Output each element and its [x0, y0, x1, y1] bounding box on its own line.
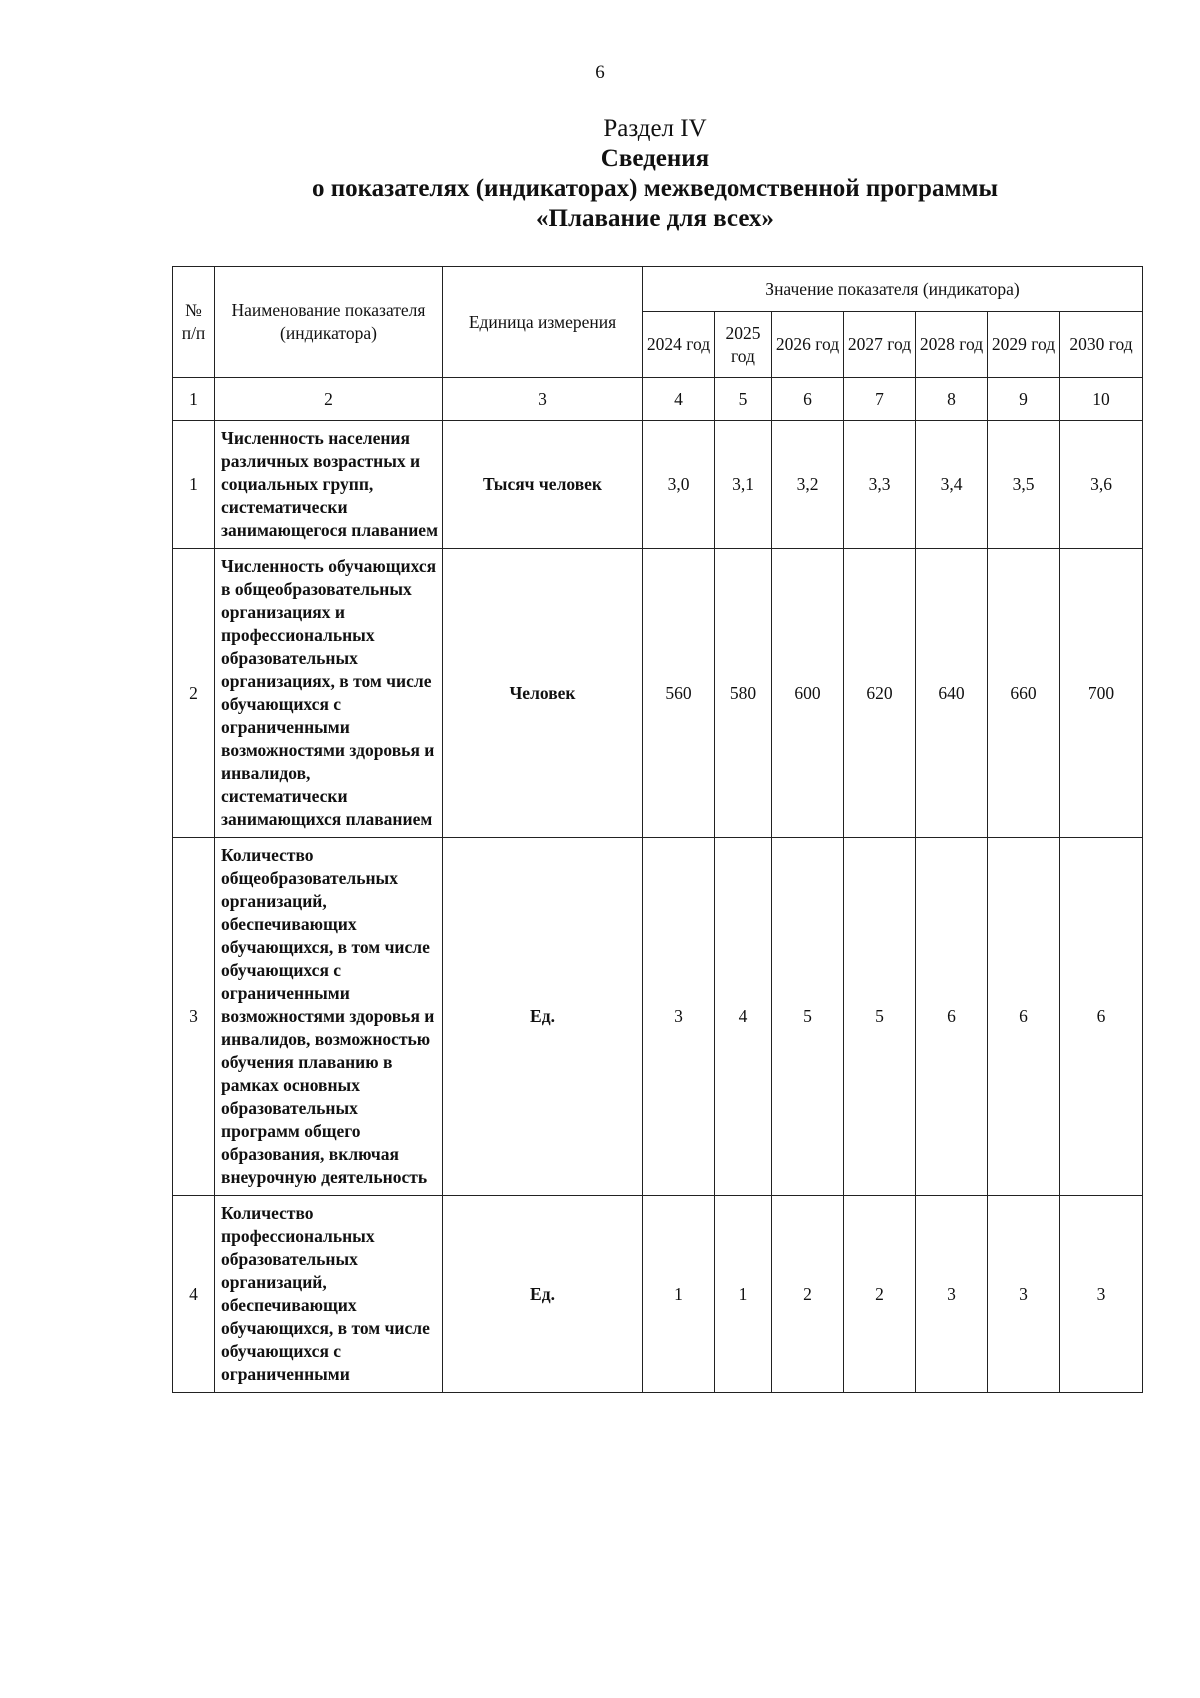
indicator-value: 6	[916, 838, 988, 1196]
indicator-value: 600	[772, 549, 844, 838]
indicator-value: 3,5	[988, 421, 1060, 549]
indicator-name: Количество общеобразовательных организаций, обеспечивающих обучающихся, в том числе обучающихся с ограниченными возможностями здоровья и инвалидов, возможностью обучения плаванию в рамках основных образовательных программ общего образования, включая внеурочную деятельность	[215, 838, 443, 1196]
indicator-unit: Ед.	[443, 838, 643, 1196]
table-row	[173, 1196, 1143, 1393]
page-number: 6	[595, 62, 605, 83]
row-number: 4	[173, 1196, 215, 1393]
column-number: 4	[643, 378, 715, 421]
indicator-value: 3	[988, 1196, 1060, 1393]
column-number: 7	[844, 378, 916, 421]
section-label: Раздел IV	[603, 115, 707, 142]
indicator-value: 6	[988, 838, 1060, 1196]
column-number: 9	[988, 378, 1060, 421]
header-year: 2025 год	[715, 312, 772, 378]
indicator-value: 3	[1060, 1196, 1143, 1393]
indicator-value: 3,4	[916, 421, 988, 549]
row-number: 1	[173, 421, 215, 549]
header-unit: Единица измерения	[443, 267, 643, 378]
header-num: № п/п	[173, 267, 215, 378]
indicator-value: 3,6	[1060, 421, 1143, 549]
indicator-value: 3,3	[844, 421, 916, 549]
table-row	[173, 838, 1143, 1196]
indicator-unit: Человек	[443, 549, 643, 838]
indicator-value: 640	[916, 549, 988, 838]
indicator-value: 3,0	[643, 421, 715, 549]
column-number: 5	[715, 378, 772, 421]
indicator-value: 560	[643, 549, 715, 838]
heading-title: Сведения	[600, 145, 710, 172]
program-name: «Плавание для всех»	[536, 205, 774, 232]
document-heading	[0, 114, 1200, 234]
indicator-name: Численность обучающихся в общеобразовательных организациях и профессиональных образовательных организациях, в том числе обучающихся с ограниченными возможностями здоровья и инвалидов, систематически занимающихся плаванием	[215, 549, 443, 838]
indicator-value: 2	[772, 1196, 844, 1393]
header-year: 2028 год	[916, 312, 988, 378]
indicator-value: 620	[844, 549, 916, 838]
column-number: 8	[916, 378, 988, 421]
indicator-value: 580	[715, 549, 772, 838]
indicator-value: 3,2	[772, 421, 844, 549]
indicator-value: 6	[1060, 838, 1143, 1196]
indicator-name: Количество профессиональных образовательных организаций, обеспечивающих обучающихся, в том числе обучающихся с ограниченными	[215, 1196, 443, 1393]
row-number: 3	[173, 838, 215, 1196]
column-number: 10	[1060, 378, 1143, 421]
header-year: 2024 год	[643, 312, 715, 378]
indicator-value: 660	[988, 549, 1060, 838]
indicator-unit: Ед.	[443, 1196, 643, 1393]
indicator-value: 3	[643, 838, 715, 1196]
indicator-value: 3,1	[715, 421, 772, 549]
column-number: 2	[215, 378, 443, 421]
table-row	[173, 421, 1143, 549]
heading-subtitle: о показателях (индикаторах) межведомственной программы	[311, 175, 999, 202]
header-values-group: Значение показателя (индикатора)	[643, 267, 1143, 312]
column-number: 1	[173, 378, 215, 421]
indicator-unit: Тысяч человек	[443, 421, 643, 549]
indicator-value: 1	[715, 1196, 772, 1393]
table-row	[173, 549, 1143, 838]
header-row	[173, 267, 1143, 312]
indicator-value: 4	[715, 838, 772, 1196]
header-name: Наименование показателя (индикатора)	[215, 267, 443, 378]
indicator-value: 5	[844, 838, 916, 1196]
column-number: 6	[772, 378, 844, 421]
indicators-table	[172, 266, 1143, 1393]
indicator-value: 5	[772, 838, 844, 1196]
indicator-value: 2	[844, 1196, 916, 1393]
row-number: 2	[173, 549, 215, 838]
header-year: 2026 год	[772, 312, 844, 378]
column-numbers-row	[173, 378, 1143, 421]
indicator-value: 700	[1060, 549, 1143, 838]
header-year: 2029 год	[988, 312, 1060, 378]
indicator-value: 3	[916, 1196, 988, 1393]
indicator-name: Численность населения различных возрастных и социальных групп, систематически занимающегося плаванием	[215, 421, 443, 549]
header-year: 2027 год	[844, 312, 916, 378]
header-year: 2030 год	[1060, 312, 1143, 378]
column-number: 3	[443, 378, 643, 421]
indicator-value: 1	[643, 1196, 715, 1393]
